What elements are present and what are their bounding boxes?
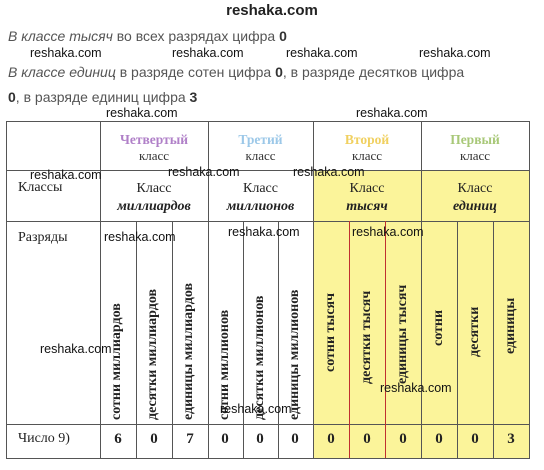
intro-text: , в разряде единиц цифра	[15, 89, 186, 105]
digit-cell: 0	[256, 431, 264, 447]
rank-label: десятки тысяч	[359, 290, 374, 384]
watermark-text: reshaka.com	[220, 402, 292, 416]
class-word: Класс	[349, 181, 385, 196]
class-name-units	[421, 180, 529, 216]
rank-label: единицы миллиардов	[181, 282, 196, 420]
row-label-ranks: Разряды	[18, 230, 68, 245]
table-border	[6, 424, 530, 425]
rank-label: сотни	[431, 309, 446, 346]
watermark-text: reshaka.com	[40, 342, 112, 356]
class-header-second	[313, 132, 421, 164]
digit-cell: 0	[363, 431, 371, 447]
class-suffix: класс	[245, 148, 276, 163]
watermark-text: reshaka.com	[286, 46, 358, 60]
digit-cell: 0	[471, 431, 479, 447]
class-name-millions	[208, 180, 313, 216]
watermark-text: reshaka.com	[352, 225, 424, 239]
watermark-text: reshaka.com	[168, 165, 240, 179]
intro-text: во всех разрядах цифра	[116, 28, 276, 44]
intro-digit: 0	[275, 64, 283, 80]
class-order-label: Третий	[238, 132, 283, 147]
watermark-text: reshaka.com	[172, 46, 244, 60]
rank-label: сотни миллионов	[217, 309, 232, 420]
table-border	[529, 121, 530, 458]
rank-label: десятки миллионов	[252, 295, 267, 420]
table-border	[6, 121, 530, 122]
table-border	[6, 121, 7, 458]
table-border	[349, 221, 350, 458]
intro-digit: 0	[8, 89, 16, 105]
row-label-classes: Классы	[18, 180, 63, 195]
intro-digit: 0	[279, 28, 287, 44]
rank-label: сотни миллиардов	[109, 303, 124, 420]
digit-cell: 0	[435, 431, 443, 447]
digit-cell: 6	[114, 431, 122, 447]
intro-digit: 3	[189, 89, 198, 105]
rank-label: десятки миллиардов	[145, 288, 160, 420]
intro-units-class: В классе единиц	[8, 64, 116, 80]
class-word: Класс	[243, 181, 278, 196]
watermark-text: reshaka.com	[30, 46, 102, 60]
class-suffix: класс	[351, 148, 383, 163]
class-order-label: Второй	[344, 132, 390, 147]
class-header-first	[421, 132, 529, 164]
intro-text: в разряде сотен цифра	[119, 64, 272, 80]
class-word: Класс	[136, 181, 172, 196]
table-border	[385, 221, 386, 458]
class-header-fourth	[100, 132, 208, 164]
rank-label: единицы	[503, 297, 518, 354]
watermark-text: reshaka.com	[228, 225, 300, 239]
table-border	[457, 221, 458, 458]
table-border	[421, 121, 422, 458]
watermark-text: reshaka.com	[30, 168, 102, 182]
digit-cell: 0	[221, 431, 229, 447]
watermark-text: reshaka.com	[380, 381, 452, 395]
intro-text: , в разряде десятков цифра	[282, 64, 465, 80]
class-suffix: класс	[459, 148, 491, 163]
rank-label: сотни тысяч	[323, 292, 338, 372]
digit-cell: 3	[507, 431, 515, 447]
rank-label: единицы миллионов	[287, 289, 302, 420]
class-header-third	[208, 132, 313, 164]
class-word: Класс	[457, 181, 493, 196]
class-name: тысяч	[346, 199, 388, 214]
table-border	[278, 221, 279, 458]
watermark-text: reshaka.com	[104, 230, 176, 244]
row-label-number: Число 9)	[18, 431, 70, 446]
class-name: миллиардов	[117, 199, 191, 214]
table-border	[172, 221, 173, 458]
watermark-text: reshaka.com	[356, 106, 428, 120]
class-suffix: класс	[138, 148, 170, 163]
watermark-text: reshaka.com	[293, 165, 365, 179]
class-name-thousands	[313, 180, 421, 216]
digit-cell: 0	[150, 431, 158, 447]
table-border	[6, 221, 530, 222]
class-name: миллионов	[226, 199, 295, 214]
intro-thousands-class: В классе тысяч	[8, 28, 113, 44]
digit-cell: 7	[186, 431, 194, 447]
watermark-text: reshaka.com	[106, 106, 178, 120]
class-order-label: Первый	[450, 132, 500, 147]
table-border	[243, 221, 244, 458]
class-name: единиц	[453, 199, 497, 214]
site-title[interactable]: reshaka.com	[226, 2, 318, 19]
class-name-billions	[100, 180, 208, 216]
digit-cell: 0	[327, 431, 335, 447]
rank-label: единицы тысяч	[395, 284, 410, 384]
table-border	[6, 458, 530, 459]
class-order-label: Четвертый	[119, 132, 189, 147]
table-border	[136, 221, 137, 458]
digit-cell: 0	[399, 431, 407, 447]
digit-cell: 0	[291, 431, 299, 447]
rank-label: десятки	[467, 306, 482, 357]
table-border	[493, 221, 494, 458]
watermark-text: reshaka.com	[419, 46, 491, 60]
